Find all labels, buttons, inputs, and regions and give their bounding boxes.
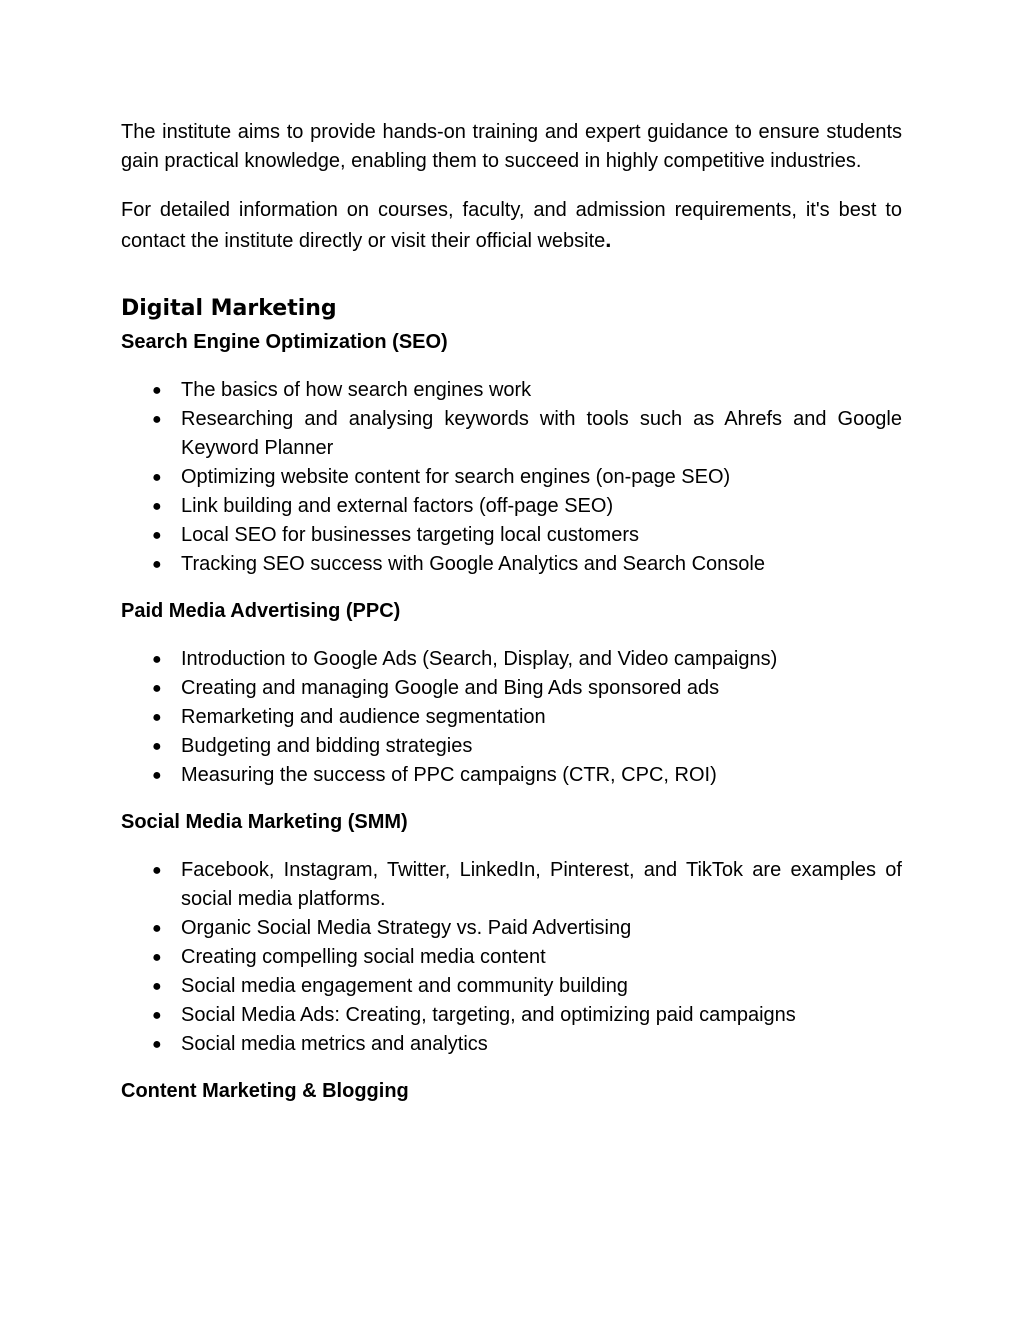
bullet-icon: ● (152, 411, 162, 428)
bullet-icon: ● (152, 469, 162, 486)
list-item: ● Creating and managing Google and Bing Ads sponsored ads (121, 674, 902, 703)
list-item: ● Tracking SEO success with Google Analytics and Search Console (121, 550, 902, 579)
subheading-ppc: Paid Media Advertising (PPC) (121, 600, 401, 622)
bullet-icon: ● (152, 498, 162, 515)
list-item: ● The basics of how search engines work (121, 376, 902, 405)
list-item: ● Local SEO for businesses targeting local customers (121, 521, 902, 550)
intro-paragraph: The institute aims to provide hands-on training and expert guidance to ensure students gain practical knowledge, enabling them to succeed in highly competitive industries. (121, 121, 902, 172)
contact-text: For detailed information on courses, faculty, and admission requirements, it's best to contact the institute directly or visit their official website (121, 199, 902, 252)
subheading-content-marketing: Content Marketing & Blogging (121, 1080, 409, 1102)
bullet-icon: ● (152, 949, 162, 966)
bullet-icon: ● (152, 1036, 162, 1053)
bullet-icon: ● (152, 1007, 162, 1024)
bullet-icon: ● (152, 680, 162, 697)
list-item: ● Budgeting and bidding strategies (121, 732, 902, 761)
bullet-icon: ● (152, 978, 162, 995)
contact-period: . (605, 227, 612, 252)
section-heading: Digital Marketing (121, 296, 337, 321)
bullet-icon: ● (152, 862, 162, 879)
bullet-icon: ● (152, 767, 162, 784)
seo-list (121, 376, 902, 579)
list-item: ● Introduction to Google Ads (Search, Display, and Video campaigns) (121, 645, 902, 674)
smm-list (121, 856, 902, 1059)
subheading-seo: Search Engine Optimization (SEO) (121, 331, 448, 353)
list-item: ● Remarketing and audience segmentation (121, 703, 902, 732)
bullet-icon: ● (152, 709, 162, 726)
bullet-icon: ● (152, 920, 162, 937)
bullet-icon: ● (152, 382, 162, 399)
list-item: ● Social Media Ads: Creating, targeting, and optimizing paid campaigns (121, 1001, 902, 1030)
bullet-icon: ● (152, 527, 162, 544)
list-item: ● Organic Social Media Strategy vs. Paid Advertising (121, 914, 902, 943)
bullet-icon: ● (152, 651, 162, 668)
list-item: ● Creating compelling social media content (121, 943, 902, 972)
list-item: ● Optimizing website content for search engines (on-page SEO) (121, 463, 902, 492)
ppc-list (121, 645, 902, 790)
bullet-icon: ● (152, 556, 162, 573)
contact-paragraph (121, 196, 902, 256)
list-item: ● Social media metrics and analytics (121, 1030, 902, 1059)
list-item: ● Measuring the success of PPC campaigns (CTR, CPC, ROI) (121, 761, 902, 790)
subheading-smm: Social Media Marketing (SMM) (121, 811, 408, 833)
list-item: ● Link building and external factors (off-page SEO) (121, 492, 902, 521)
list-item: ● Facebook, Instagram, Twitter, LinkedIn, Pinterest, and TikTok are examples of social media platforms. (121, 856, 902, 914)
bullet-icon: ● (152, 738, 162, 755)
list-item: ● Social media engagement and community building (121, 972, 902, 1001)
list-item: ● Researching and analysing keywords with tools such as Ahrefs and Google Keyword Planner (121, 405, 902, 463)
document-page (121, 118, 902, 1106)
